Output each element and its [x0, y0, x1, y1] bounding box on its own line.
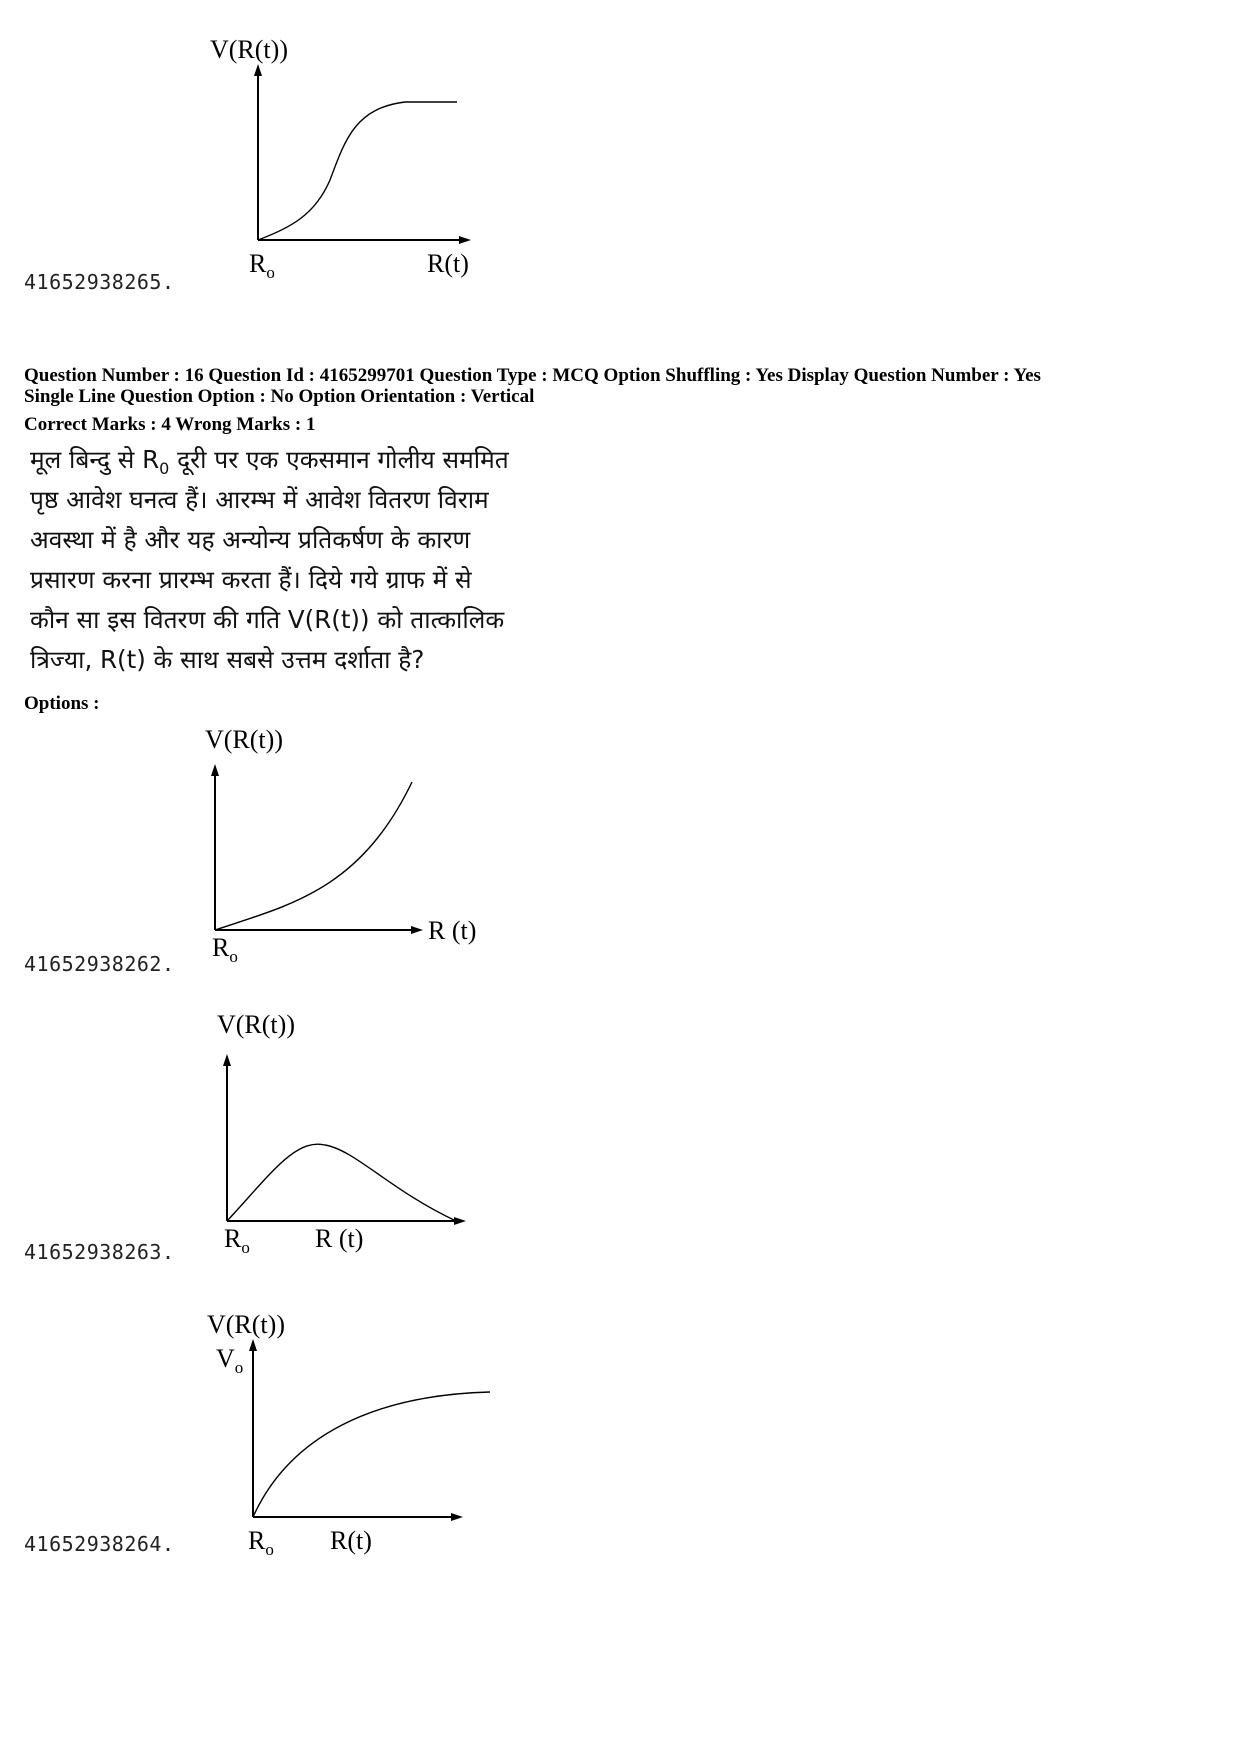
graph-y-arrowhead: [211, 764, 219, 776]
prev-option-graph: [205, 30, 485, 280]
question-text: [30, 440, 509, 680]
question-text-line: अवस्था में है और यह अन्योन्य प्रतिकर्षण के कारण: [30, 525, 471, 554]
graph-origin-label: R: [212, 933, 230, 962]
graph-v0-subscript: o: [234, 1358, 244, 1377]
graph-x-arrowhead: [459, 236, 471, 244]
graph-y-label: V(R(t)): [205, 725, 283, 754]
option-1-graph[interactable]: [200, 720, 500, 970]
prev-option-id: 41652938265.: [24, 270, 175, 294]
graph-origin-label: R: [224, 1224, 242, 1253]
question-marks: Correct Marks : 4 Wrong Marks : 1: [24, 414, 316, 435]
graph-curve: [227, 1144, 456, 1221]
graph-y-arrowhead: [249, 1339, 257, 1351]
question-meta-line-1: Question Number : 16 Question Id : 4165299701 Question Type : MCQ Option Shuffling : Yes Display Question Number : Yes: [24, 365, 1041, 386]
graph-x-arrowhead: [451, 1513, 463, 1521]
graph-x-label: R(t): [427, 249, 469, 278]
svg-text:Ro: [224, 1224, 250, 1257]
graph-curve: [253, 1392, 490, 1517]
option-2-id[interactable]: 41652938263.: [24, 1240, 175, 1264]
option-2-graph[interactable]: [210, 1005, 490, 1265]
graph-origin-label: R: [249, 249, 267, 278]
graph-origin-subscript: o: [241, 1238, 250, 1257]
question-text-line: कौन सा इस वितरण की गति V(R(t)) को तात्कालिक: [30, 605, 505, 634]
options-label: Options :: [24, 693, 100, 714]
graph-y-label: V(R(t)): [207, 1310, 285, 1339]
question-text-line: प्रसारण करना प्रारम्भ करता हैं। दिये गये ग्राफ में से: [30, 565, 472, 594]
svg-text:Ro: [248, 1526, 274, 1559]
svg-text:Vo: [216, 1344, 243, 1377]
option-1-id[interactable]: 41652938262.: [24, 952, 175, 976]
graph-x-label: R(t): [330, 1526, 372, 1555]
question-text-line: पृष्ठ आवेश घनत्व हैं। आरम्भ में आवेश वितरण विराम: [30, 485, 489, 514]
graph-origin-subscript: o: [265, 1540, 274, 1559]
graph-x-arrowhead: [411, 926, 423, 934]
graph-origin-subscript: o: [266, 263, 275, 280]
graph-y-arrowhead: [254, 64, 262, 76]
question-text-line: त्रिज्या, R(t) के साथ सबसे उत्तम दर्शाता है?: [30, 645, 425, 674]
svg-text:Ro: [249, 249, 275, 280]
graph-curve: [258, 102, 457, 240]
question-meta-line-2: Single Line Question Option : No Option Orientation : Vertical: [24, 386, 535, 407]
graph-x-label: R (t): [315, 1224, 364, 1253]
graph-x-label: R (t): [428, 916, 477, 945]
option-3-id[interactable]: 41652938264.: [24, 1532, 175, 1556]
option-3-graph[interactable]: [205, 1305, 505, 1565]
graph-origin-subscript: o: [229, 947, 238, 966]
graph-curve: [215, 782, 412, 930]
graph-v0-label: V: [216, 1344, 235, 1373]
graph-origin-label: R: [248, 1526, 266, 1555]
question-text-line: मूल बिन्दु से $R_0$ दूरी पर एक एकसमान गोलीय सममित: [30, 445, 509, 478]
graph-y-arrowhead: [223, 1054, 231, 1066]
graph-y-label: V(R(t)): [210, 35, 288, 64]
svg-text:Ro: [212, 933, 238, 966]
graph-y-label: V(R(t)): [217, 1010, 295, 1039]
